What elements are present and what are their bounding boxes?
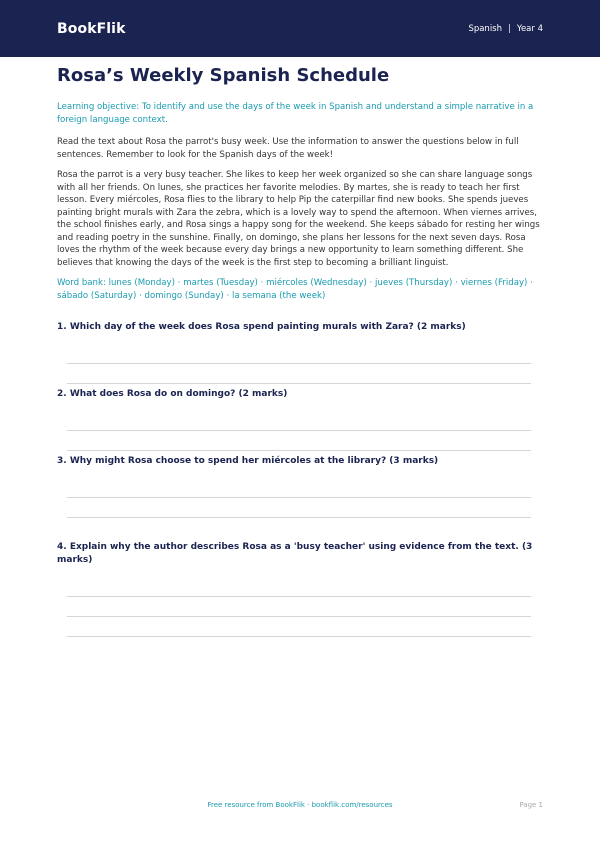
page-header: [0, 0, 600, 57]
subject-label: [468, 24, 543, 34]
question-text: 4. Explain why the author describes Rosa as a 'busy teacher' using evidence from the text. (3 marks): [57, 542, 533, 565]
answer-lines: [67, 497, 531, 541]
worksheet-title: Rosa’s Weekly Spanish Schedule: [57, 65, 390, 86]
question-2: [57, 388, 543, 455]
answer-lines: [67, 596, 531, 656]
year-label: Year 4: [516, 23, 543, 34]
question-3: [57, 455, 543, 541]
instructions: Read the text about Rosa the parrot's busy week. Use the information to answer the questions below in full sentences. Remember to look for the Spanish days of the week!: [57, 137, 519, 160]
question-4: [57, 541, 543, 656]
page-footer: [57, 801, 543, 815]
learning-objective: Learning objective: To identify and use the days of the week in Spanish and understand a simple narrative in a foreign language context.: [57, 102, 534, 125]
subject-name: Spanish: [468, 23, 503, 34]
answer-lines: [67, 430, 531, 455]
subject-separator: |: [508, 23, 511, 34]
answer-line[interactable]: [67, 497, 531, 517]
answer-line[interactable]: [67, 616, 531, 636]
worksheet-content: [57, 64, 543, 656]
question-text: 3. Why might Rosa choose to spend her miércoles at the library? (3 marks): [57, 456, 439, 466]
answer-line[interactable]: [67, 430, 531, 450]
answer-lines: [67, 363, 531, 388]
answer-line[interactable]: [67, 596, 531, 616]
word-bank: Word bank: lunes (Monday) · martes (Tuesday) · miércoles (Wednesday) · jueves (Thursday) · viernes (Friday) · sábado (Saturday) · domingo (Sunday) · la semana (the week): [57, 278, 533, 301]
page-number: Page 1: [519, 801, 543, 809]
brand-logo: BookFlik: [57, 20, 126, 37]
answer-line[interactable]: [67, 517, 531, 541]
answer-line[interactable]: [67, 636, 531, 656]
question-text: 2. What does Rosa do on domingo? (2 marks): [57, 389, 288, 399]
story-text: Rosa the parrot is a very busy teacher. She likes to keep her week organized so she can share language songs with all her friends. On lunes, she practices her favorite melodies. By martes, she is ready to teach her first lesson. Every miércoles, Rosa flies to the library to help Pip the caterpillar find new books. She spends jueves painting bright murals with Zara the zebra, which is a lovely way to spend the afternoon. When viernes arrives, the school finishes early, and Rosa sings a happy song for the weekend. She keeps sábado for resting her wings and reading poetry in the sunshine. Finally, on domingo, she plans her lessons for the next seven days. Rosa loves the rhythm of the week because every day brings a new opportunity to learn something different. She believes that knowing the days of the week is the first step to becoming a brilliant linguist.: [57, 170, 540, 268]
answer-line[interactable]: [67, 363, 531, 383]
question-1: [57, 321, 543, 388]
question-text: 1. Which day of the week does Rosa spend painting murals with Zara? (2 marks): [57, 322, 466, 332]
footer-resource-link[interactable]: Free resource from BookFlik · bookflik.com/resources: [207, 801, 393, 809]
